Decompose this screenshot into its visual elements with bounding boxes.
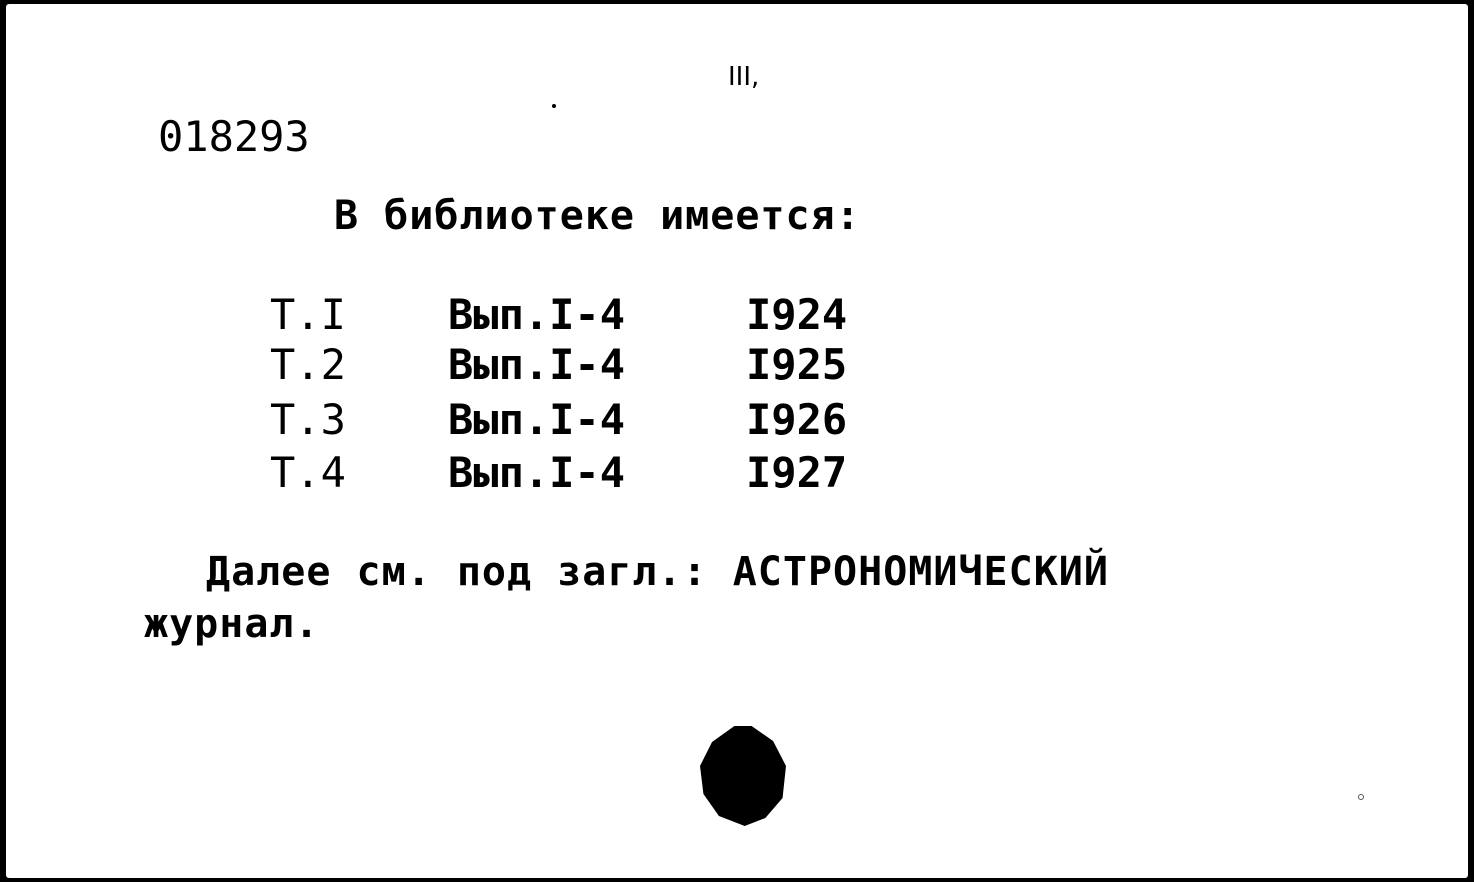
holdings-row xyxy=(6,395,1468,449)
catalog-number: 018293 xyxy=(158,112,310,161)
punch-hole xyxy=(700,726,786,826)
holdings-heading: В библиотеке имеется: xyxy=(334,193,861,239)
year: I926 xyxy=(746,395,848,444)
volume-number: Т.4 xyxy=(270,448,346,497)
volume-number: Т.2 xyxy=(270,340,346,389)
year: I924 xyxy=(746,290,848,339)
catalog-card xyxy=(6,4,1468,878)
holdings-row xyxy=(6,448,1468,502)
see-also-reference: Далее см. под загл.: АСТРОНОМИЧЕСКИЙ xyxy=(206,549,1109,595)
volume-number: Т.3 xyxy=(270,395,346,444)
see-also-reference-continued: журнал. xyxy=(144,601,320,647)
ink-speck xyxy=(552,104,556,108)
issue-range: Вып.I-4 xyxy=(448,395,626,444)
ink-speck xyxy=(1358,794,1364,800)
issue-range: Вып.I-4 xyxy=(448,448,626,497)
handwritten-mark: III, xyxy=(728,62,760,92)
holdings-row xyxy=(6,340,1468,394)
issue-range: Вып.I-4 xyxy=(448,290,626,339)
volume-number: Т.I xyxy=(270,290,346,339)
holdings-row xyxy=(6,290,1468,344)
issue-range: Вып.I-4 xyxy=(448,340,626,389)
year: I925 xyxy=(746,340,848,389)
year: I927 xyxy=(746,448,848,497)
